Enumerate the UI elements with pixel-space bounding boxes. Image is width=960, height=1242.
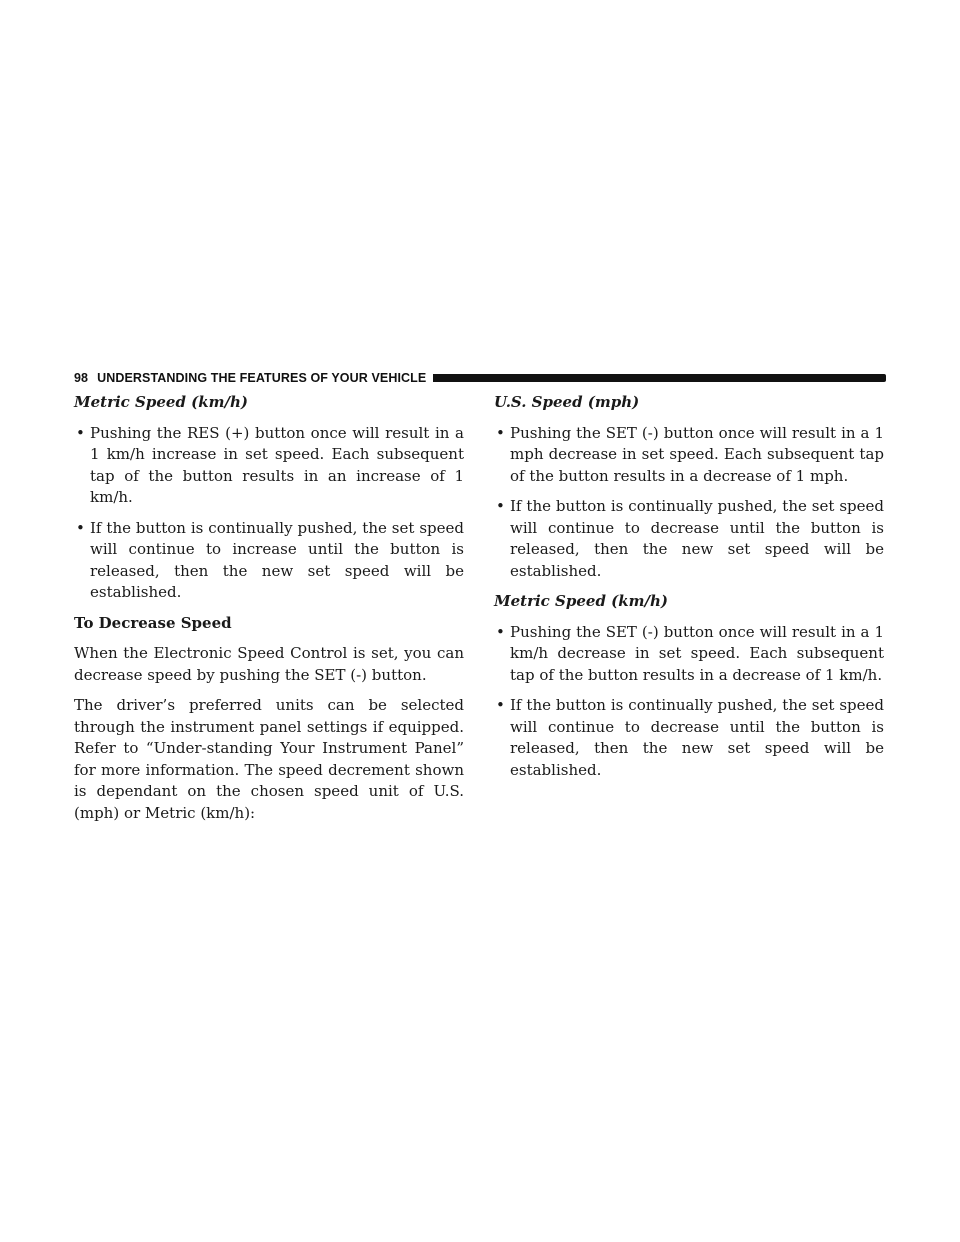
- header-rule: [433, 374, 886, 382]
- section-title: UNDERSTANDING THE FEATURES OF YOUR VEHICLE: [97, 371, 427, 385]
- left-column: [74, 392, 464, 833]
- bullet-text: Pushing the RES (+) button once will result in a 1 km/h increase in set speed. Each subsequent tap of the button results in an increase of 1 km/h.: [90, 423, 464, 506]
- bullet-text: If the button is continually pushed, the set speed will continue to decrease until the button is released, then the new set speed will be established.: [510, 497, 884, 580]
- bullet-text: Pushing the SET (-) button once will result in a 1 mph decrease in set speed. Each subsequent tap of the button results in a decrease of 1 mph.: [510, 423, 884, 485]
- list-item: [494, 622, 884, 687]
- bullet-icon: •: [496, 497, 505, 515]
- bullet-icon: •: [496, 696, 505, 714]
- page-header: [74, 370, 886, 386]
- bullet-icon: •: [496, 622, 505, 641]
- decrease-speed-heading: To Decrease Speed: [74, 613, 232, 632]
- list-item: [494, 496, 884, 582]
- bullet-text: If the button is continually pushed, the set speed will continue to increase until the button is released, then the new set speed will be established.: [90, 518, 464, 601]
- us-speed-heading: U.S. Speed (mph): [494, 393, 640, 411]
- metric-speed-heading: Metric Speed (km/h): [494, 592, 668, 610]
- list-item: [494, 423, 884, 488]
- list-item: [74, 518, 464, 604]
- paragraph: The driver’s preferred units can be selected through the instrument panel settings if equipped. Refer to “Under-standing Your Instrument Panel” for more information. The speed decrement shown is dependant on the chosen speed unit of U.S. (mph) or Metric (km/h):: [74, 696, 464, 822]
- bullet-icon: •: [76, 518, 85, 537]
- right-column: [494, 392, 884, 790]
- bullet-text: If the button is continually pushed, the set speed will continue to decrease until the button is released, then the new set speed will be established.: [510, 696, 884, 779]
- bullet-icon: •: [496, 423, 505, 442]
- list-item: [494, 695, 884, 781]
- bullet-icon: •: [76, 423, 85, 442]
- bullet-text: Pushing the SET (-) button once will result in a 1 km/h decrease in set speed. Each subsequent tap of the button results in a decrease of 1 km/h.: [510, 622, 884, 684]
- metric-speed-heading: Metric Speed (km/h): [74, 393, 248, 411]
- page-number: 98: [74, 371, 89, 385]
- list-item: [74, 423, 464, 509]
- paragraph: When the Electronic Speed Control is set, you can decrease speed by pushing the SET (-) button.: [74, 644, 464, 684]
